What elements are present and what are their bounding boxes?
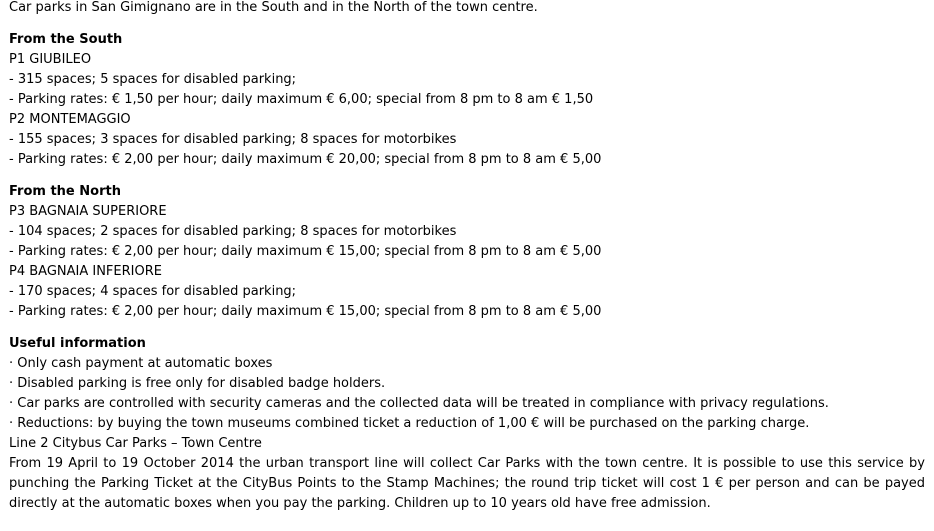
- car-park-rates-p4: - Parking rates: € 2,00 per hour; daily maximum € 15,00; special from 8 pm to 8 am € 5,00: [9, 304, 602, 319]
- citybus-title: Line 2 Citybus Car Parks – Town Centre: [9, 436, 262, 451]
- useful-item: · Only cash payment at automatic boxes: [9, 356, 273, 371]
- useful-item: · Car parks are controlled with security cameras and the collected data will be treated in compliance with privacy regulations.: [9, 396, 829, 411]
- spacer: [9, 170, 925, 182]
- car-park-name-p3: P3 BAGNAIA SUPERIORE: [9, 204, 167, 219]
- spacer: [9, 18, 925, 30]
- section-heading-south: From the South: [9, 32, 123, 47]
- car-park-rates-p3: - Parking rates: € 2,00 per hour; daily maximum € 15,00; special from 8 pm to 8 am € 5,00: [9, 244, 602, 259]
- spacer: [9, 322, 925, 334]
- car-park-rates-p2: - Parking rates: € 2,00 per hour; daily maximum € 20,00; special from 8 pm to 8 am € 5,00: [9, 152, 602, 167]
- car-park-name-p2: P2 MONTEMAGGIO: [9, 112, 131, 127]
- useful-item: · Disabled parking is free only for disabled badge holders.: [9, 376, 386, 391]
- section-heading-north: From the North: [9, 184, 121, 199]
- car-park-spaces-p1: - 315 spaces; 5 spaces for disabled parking;: [9, 72, 297, 87]
- intro-text: Car parks in San Gimignano are in the South and in the North of the town centre.: [9, 0, 538, 15]
- car-park-rates-p1: - Parking rates: € 1,50 per hour; daily maximum € 6,00; special from 8 pm to 8 am € 1,50: [9, 92, 594, 107]
- citybus-description: From 19 April to 19 October 2014 the urban transport line will collect Car Parks with the town centre. It is possible to use this service by punching the Parking Ticket at the CityBus Points to the Stamp Machines; the round trip ticket will cost 1 € per person and can be payed directly at the automatic boxes when you pay the parking. Children up to 10 years old have free admission.: [9, 456, 925, 511]
- car-park-name-p1: P1 GIUBILEO: [9, 52, 92, 67]
- useful-item: · Reductions: by buying the town museums combined ticket a reduction of 1,00 € will be purchased on the parking charge.: [9, 416, 810, 431]
- car-park-spaces-p4: - 170 spaces; 4 spaces for disabled parking;: [9, 284, 297, 299]
- car-park-name-p4: P4 BAGNAIA INFERIORE: [9, 264, 162, 279]
- car-park-spaces-p3: - 104 spaces; 2 spaces for disabled parking; 8 spaces for motorbikes: [9, 224, 457, 239]
- car-park-spaces-p2: - 155 spaces; 3 spaces for disabled parking; 8 spaces for motorbikes: [9, 132, 457, 147]
- section-heading-useful: Useful information: [9, 336, 146, 351]
